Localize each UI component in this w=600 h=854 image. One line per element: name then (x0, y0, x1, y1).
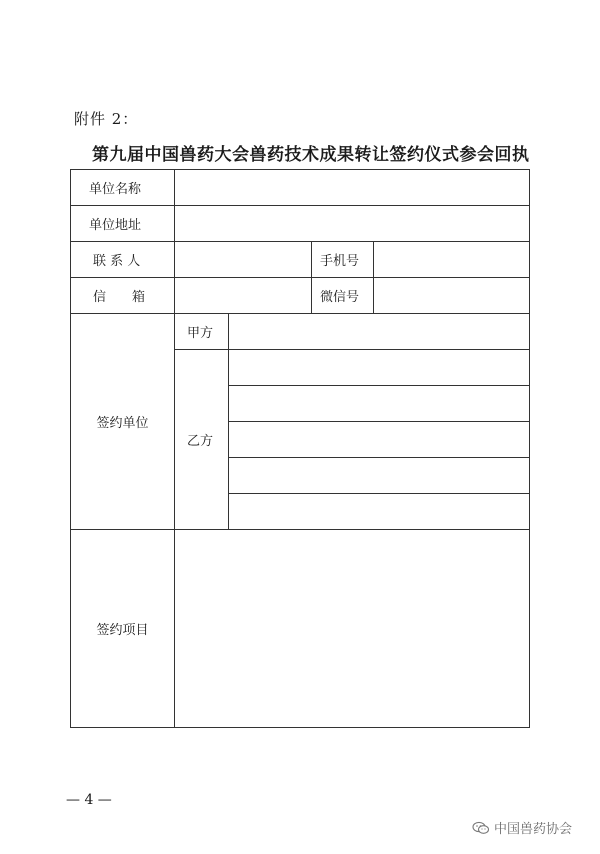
contact-field[interactable] (175, 242, 312, 278)
wechat-icon (472, 821, 490, 835)
party-b-field-3[interactable] (229, 422, 530, 458)
party-b-field-1[interactable] (229, 350, 530, 386)
wechat-label: 微信号 (312, 278, 374, 314)
contact-label: 联 系 人 (71, 242, 175, 278)
unit-address-label: 单位地址 (71, 206, 175, 242)
unit-address-field[interactable] (175, 206, 530, 242)
wechat-field[interactable] (374, 278, 530, 314)
mobile-field[interactable] (374, 242, 530, 278)
party-b-field-2[interactable] (229, 386, 530, 422)
mobile-label: 手机号 (312, 242, 374, 278)
reply-form-table (70, 169, 530, 728)
mailbox-label: 信 箱 (71, 278, 175, 314)
unit-name-label: 单位名称 (71, 170, 175, 206)
watermark-text: 中国兽药协会 (493, 822, 572, 837)
signing-project-field[interactable] (175, 530, 530, 728)
signing-unit-label: 签约单位 (71, 314, 175, 530)
party-a-field[interactable] (229, 314, 530, 350)
unit-name-field[interactable] (175, 170, 530, 206)
mailbox-field[interactable] (175, 278, 312, 314)
page-title: 第九届中国兽药大会兽药技术成果转让签约仪式参会回执 (92, 145, 530, 165)
attachment-label: 附件 2： (74, 110, 139, 128)
watermark (472, 818, 572, 837)
party-b-label: 乙方 (175, 350, 229, 530)
party-b-field-4[interactable] (229, 458, 530, 494)
signing-project-label: 签约项目 (71, 530, 175, 728)
page-number: — 4 — (66, 792, 112, 808)
party-b-field-5[interactable] (229, 494, 530, 530)
party-a-label: 甲方 (175, 314, 229, 350)
